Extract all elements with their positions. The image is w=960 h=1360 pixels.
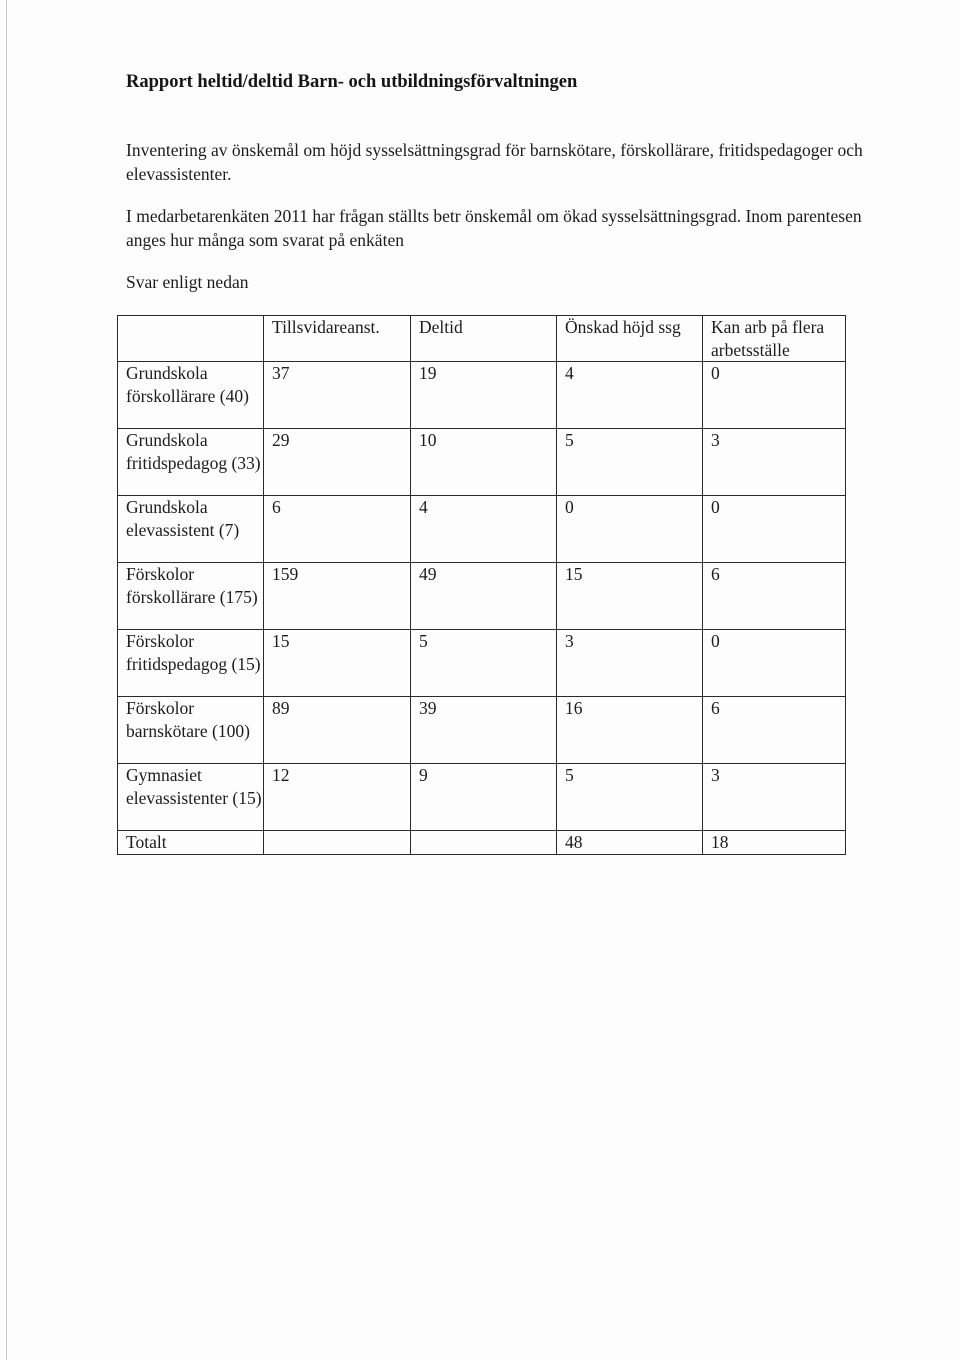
header-cell-flera: Kan arb på flera arbetsställe — [703, 316, 846, 362]
cell-tillsvidare: 12 — [264, 764, 411, 831]
row-category: Grundskola förskollärare (40) — [118, 362, 264, 429]
cell-onskad: 5 — [557, 429, 703, 496]
intro-paragraph: Inventering av önskemål om höjd sysselsättningsgrad för barnskötare, förskollärare, fritidspedagoger och elevassistenter. — [126, 140, 863, 184]
table-row — [118, 496, 846, 563]
table-row — [118, 362, 846, 429]
cell-flera: 0 — [703, 496, 846, 563]
cell-flera: 0 — [703, 362, 846, 429]
header-cell-deltid: Deltid — [411, 316, 557, 362]
cell-flera: 3 — [703, 429, 846, 496]
cell-deltid: 39 — [411, 697, 557, 764]
header-cell-onskad: Önskad höjd ssg — [557, 316, 703, 362]
header-cell-category — [118, 316, 264, 362]
cell-deltid: 10 — [411, 429, 557, 496]
cell-onskad: 15 — [557, 563, 703, 630]
total-onskad: 48 — [557, 831, 703, 855]
row-category: Grundskola fritidspedagog (33) — [118, 429, 264, 496]
table-row — [118, 764, 846, 831]
survey-paragraph: I medarbetarenkäten 2011 har frågan ställts betr önskemål om ökad sysselsättningsgrad. Inom parentesen anges hur många som svarat på enkäten — [126, 206, 862, 250]
table-header-row — [118, 316, 846, 362]
cell-flera: 0 — [703, 630, 846, 697]
cell-onskad: 16 — [557, 697, 703, 764]
cell-flera: 6 — [703, 563, 846, 630]
row-category: Förskolor fritidspedagog (15) — [118, 630, 264, 697]
row-category: Förskolor barnskötare (100) — [118, 697, 264, 764]
total-deltid — [411, 831, 557, 855]
cell-deltid: 49 — [411, 563, 557, 630]
cell-deltid: 5 — [411, 630, 557, 697]
cell-tillsvidare: 37 — [264, 362, 411, 429]
cell-tillsvidare: 89 — [264, 697, 411, 764]
cell-onskad: 3 — [557, 630, 703, 697]
cell-tillsvidare: 15 — [264, 630, 411, 697]
cell-onskad: 5 — [557, 764, 703, 831]
row-category: Gymnasiet elevassistenter (15) — [118, 764, 264, 831]
row-category: Grundskola elevassistent (7) — [118, 496, 264, 563]
row-category: Förskolor förskollärare (175) — [118, 563, 264, 630]
document-title: Rapport heltid/deltid Barn- och utbildningsförvaltningen — [126, 72, 578, 92]
cell-tillsvidare: 29 — [264, 429, 411, 496]
cell-tillsvidare: 159 — [264, 563, 411, 630]
cell-onskad: 4 — [557, 362, 703, 429]
table-row — [118, 563, 846, 630]
cell-deltid: 9 — [411, 764, 557, 831]
cell-tillsvidare: 6 — [264, 496, 411, 563]
survey-table — [117, 315, 846, 855]
total-label: Totalt — [118, 831, 264, 855]
table-row — [118, 697, 846, 764]
table-row — [118, 630, 846, 697]
total-tillsvidare — [264, 831, 411, 855]
cell-onskad: 0 — [557, 496, 703, 563]
total-flera: 18 — [703, 831, 846, 855]
answers-caption: Svar enligt nedan — [126, 272, 249, 292]
table-total-row — [118, 831, 846, 855]
table-row — [118, 429, 846, 496]
header-cell-tillsvidare: Tillsvidareanst. — [264, 316, 411, 362]
scan-edge-line — [6, 0, 7, 1360]
cell-deltid: 4 — [411, 496, 557, 563]
cell-flera: 6 — [703, 697, 846, 764]
cell-flera: 3 — [703, 764, 846, 831]
cell-deltid: 19 — [411, 362, 557, 429]
